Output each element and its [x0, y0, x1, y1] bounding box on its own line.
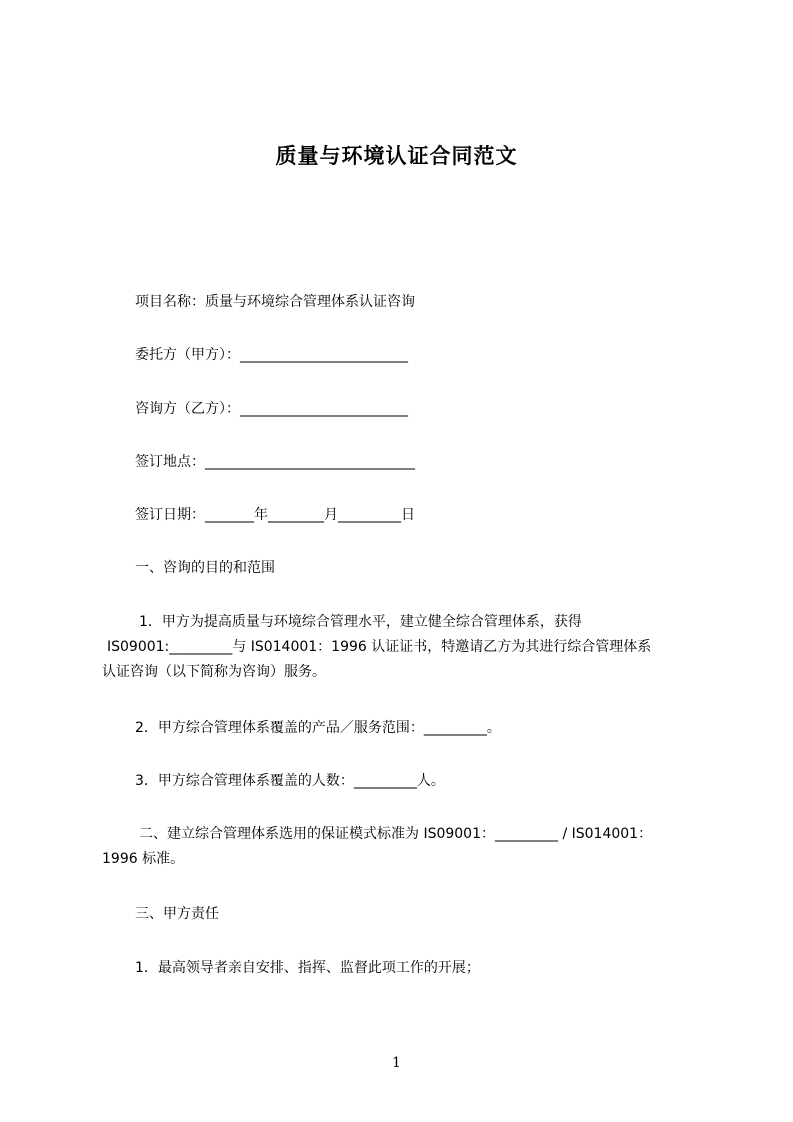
section2-line1: 二、建立综合管理体系选用的保证模式标准为 IS09001：_________ / IS014001： — [139, 826, 653, 842]
consultant-line: 咨询方（乙方）：________________________ — [135, 401, 408, 417]
section2-paragraph — [102, 822, 702, 872]
client-line: 委托方（甲方）：________________________ — [135, 347, 408, 363]
project-name-line: 项目名称：质量与环境综合管理体系认证咨询 — [135, 294, 415, 310]
section1-item1-line1: 1．甲方为提高质量与环境综合管理水平，建立健全综合管理体系，获得 — [139, 614, 582, 630]
section2-line2: 1996 标准。 — [102, 851, 185, 867]
page-number: 1 — [392, 1055, 401, 1071]
sign-location-line: 签订地点：______________________________ — [135, 454, 415, 470]
section1-heading: 一、咨询的目的和范围 — [135, 560, 275, 576]
section3-item1: 1．最高领导者亲自安排、指挥、监督此项工作的开展； — [135, 960, 480, 976]
section1-item1-line3: 认证咨询（以下简称为咨询）服务。 — [102, 664, 326, 680]
section1-item3: 3．甲方综合管理体系覆盖的人数：_________人。 — [135, 773, 445, 789]
section1-item1-paragraph — [102, 610, 707, 685]
document-title: 质量与环境认证合同范文 — [275, 144, 518, 168]
section1-item2: 2．甲方综合管理体系覆盖的产品／服务范围：_________。 — [135, 720, 501, 736]
section3-heading: 三、甲方责任 — [135, 906, 219, 922]
sign-date-line: 签订日期：_______年________月_________日 — [135, 507, 415, 523]
section1-item1-line2: IS09001:_________与 IS014001：1996 认证证书，特邀请乙方为其进行综合管理体系 — [107, 639, 652, 655]
